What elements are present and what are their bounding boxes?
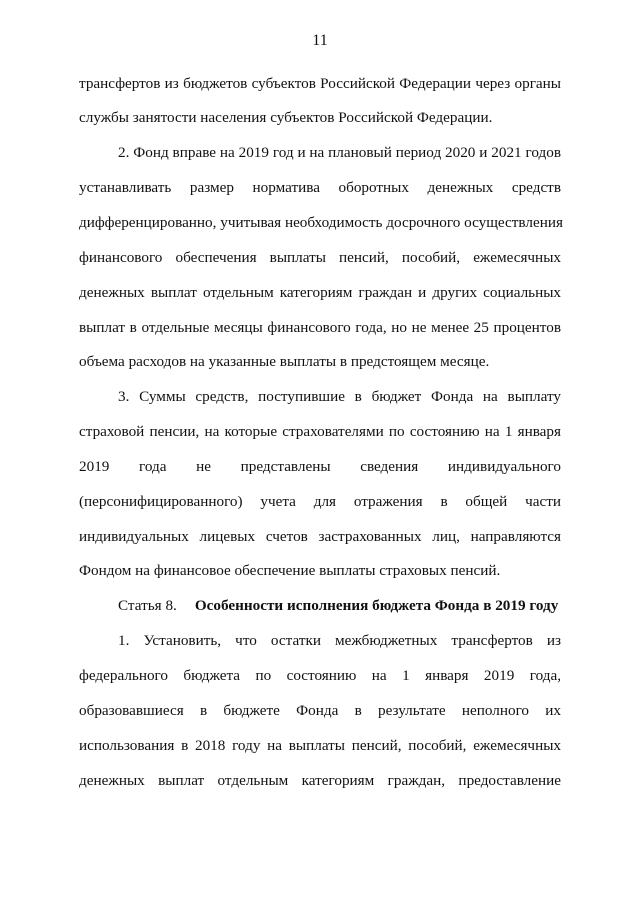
paragraph-line: устанавливать размер норматива оборотных денежных средств (79, 179, 561, 196)
paragraph-line: денежных выплат отдельным категориям граждан и других социальных (79, 284, 561, 301)
paragraph-line: 2019 года не представлены сведения индивидуального (79, 458, 561, 475)
paragraph-line: Фондом на финансовое обеспечение выплаты страховых пенсий. (79, 562, 501, 579)
paragraph-line: федерального бюджета по состоянию на 1 января 2019 года, (79, 667, 561, 684)
paragraph-line: денежных выплат отдельным категориям граждан, предоставление (79, 772, 561, 789)
paragraph-line: службы занятости населения субъектов Российской Федерации. (79, 109, 493, 126)
page-number: 11 (312, 32, 328, 49)
paragraph-line: (персонифицированного) учета для отражения в общей части (79, 493, 561, 510)
paragraph-line: объема расходов на указанные выплаты в предстоящем месяце. (79, 353, 490, 370)
paragraph-line: финансового обеспечения выплаты пенсий, пособий, ежемесячных (79, 249, 561, 266)
paragraph-line: использования в 2018 году на выплаты пенсий, пособий, ежемесячных (79, 737, 561, 754)
paragraph-line: 2. Фонд вправе на 2019 год и на плановый период 2020 и 2021 годов (118, 144, 561, 161)
article-heading (118, 596, 561, 616)
paragraph-line: страховой пенсии, на которые страхователями по состоянию на 1 января (79, 423, 561, 440)
paragraph-line: 1. Установить, что остатки межбюджетных трансфертов из (118, 632, 561, 649)
paragraph-line: индивидуальных лицевых счетов застрахованных лиц, направляются (79, 528, 561, 545)
paragraph-line: трансфертов из бюджетов субъектов Российской Федерации через органы (79, 75, 561, 92)
paragraph-line: 3. Суммы средств, поступившие в бюджет Фонда на выплату (118, 388, 561, 405)
article-label: Статья 8. (118, 597, 177, 614)
paragraph-line: выплат в отдельные месяцы финансового года, но не менее 25 процентов (79, 319, 561, 336)
article-title: Особенности исполнения бюджета Фонда в 2019 году (194, 597, 559, 614)
paragraph-line: дифференцированно, учитывая необходимость досрочного осуществления (79, 214, 563, 231)
paragraph-line: образовавшиеся в бюджете Фонда в результате неполного их (79, 702, 561, 719)
